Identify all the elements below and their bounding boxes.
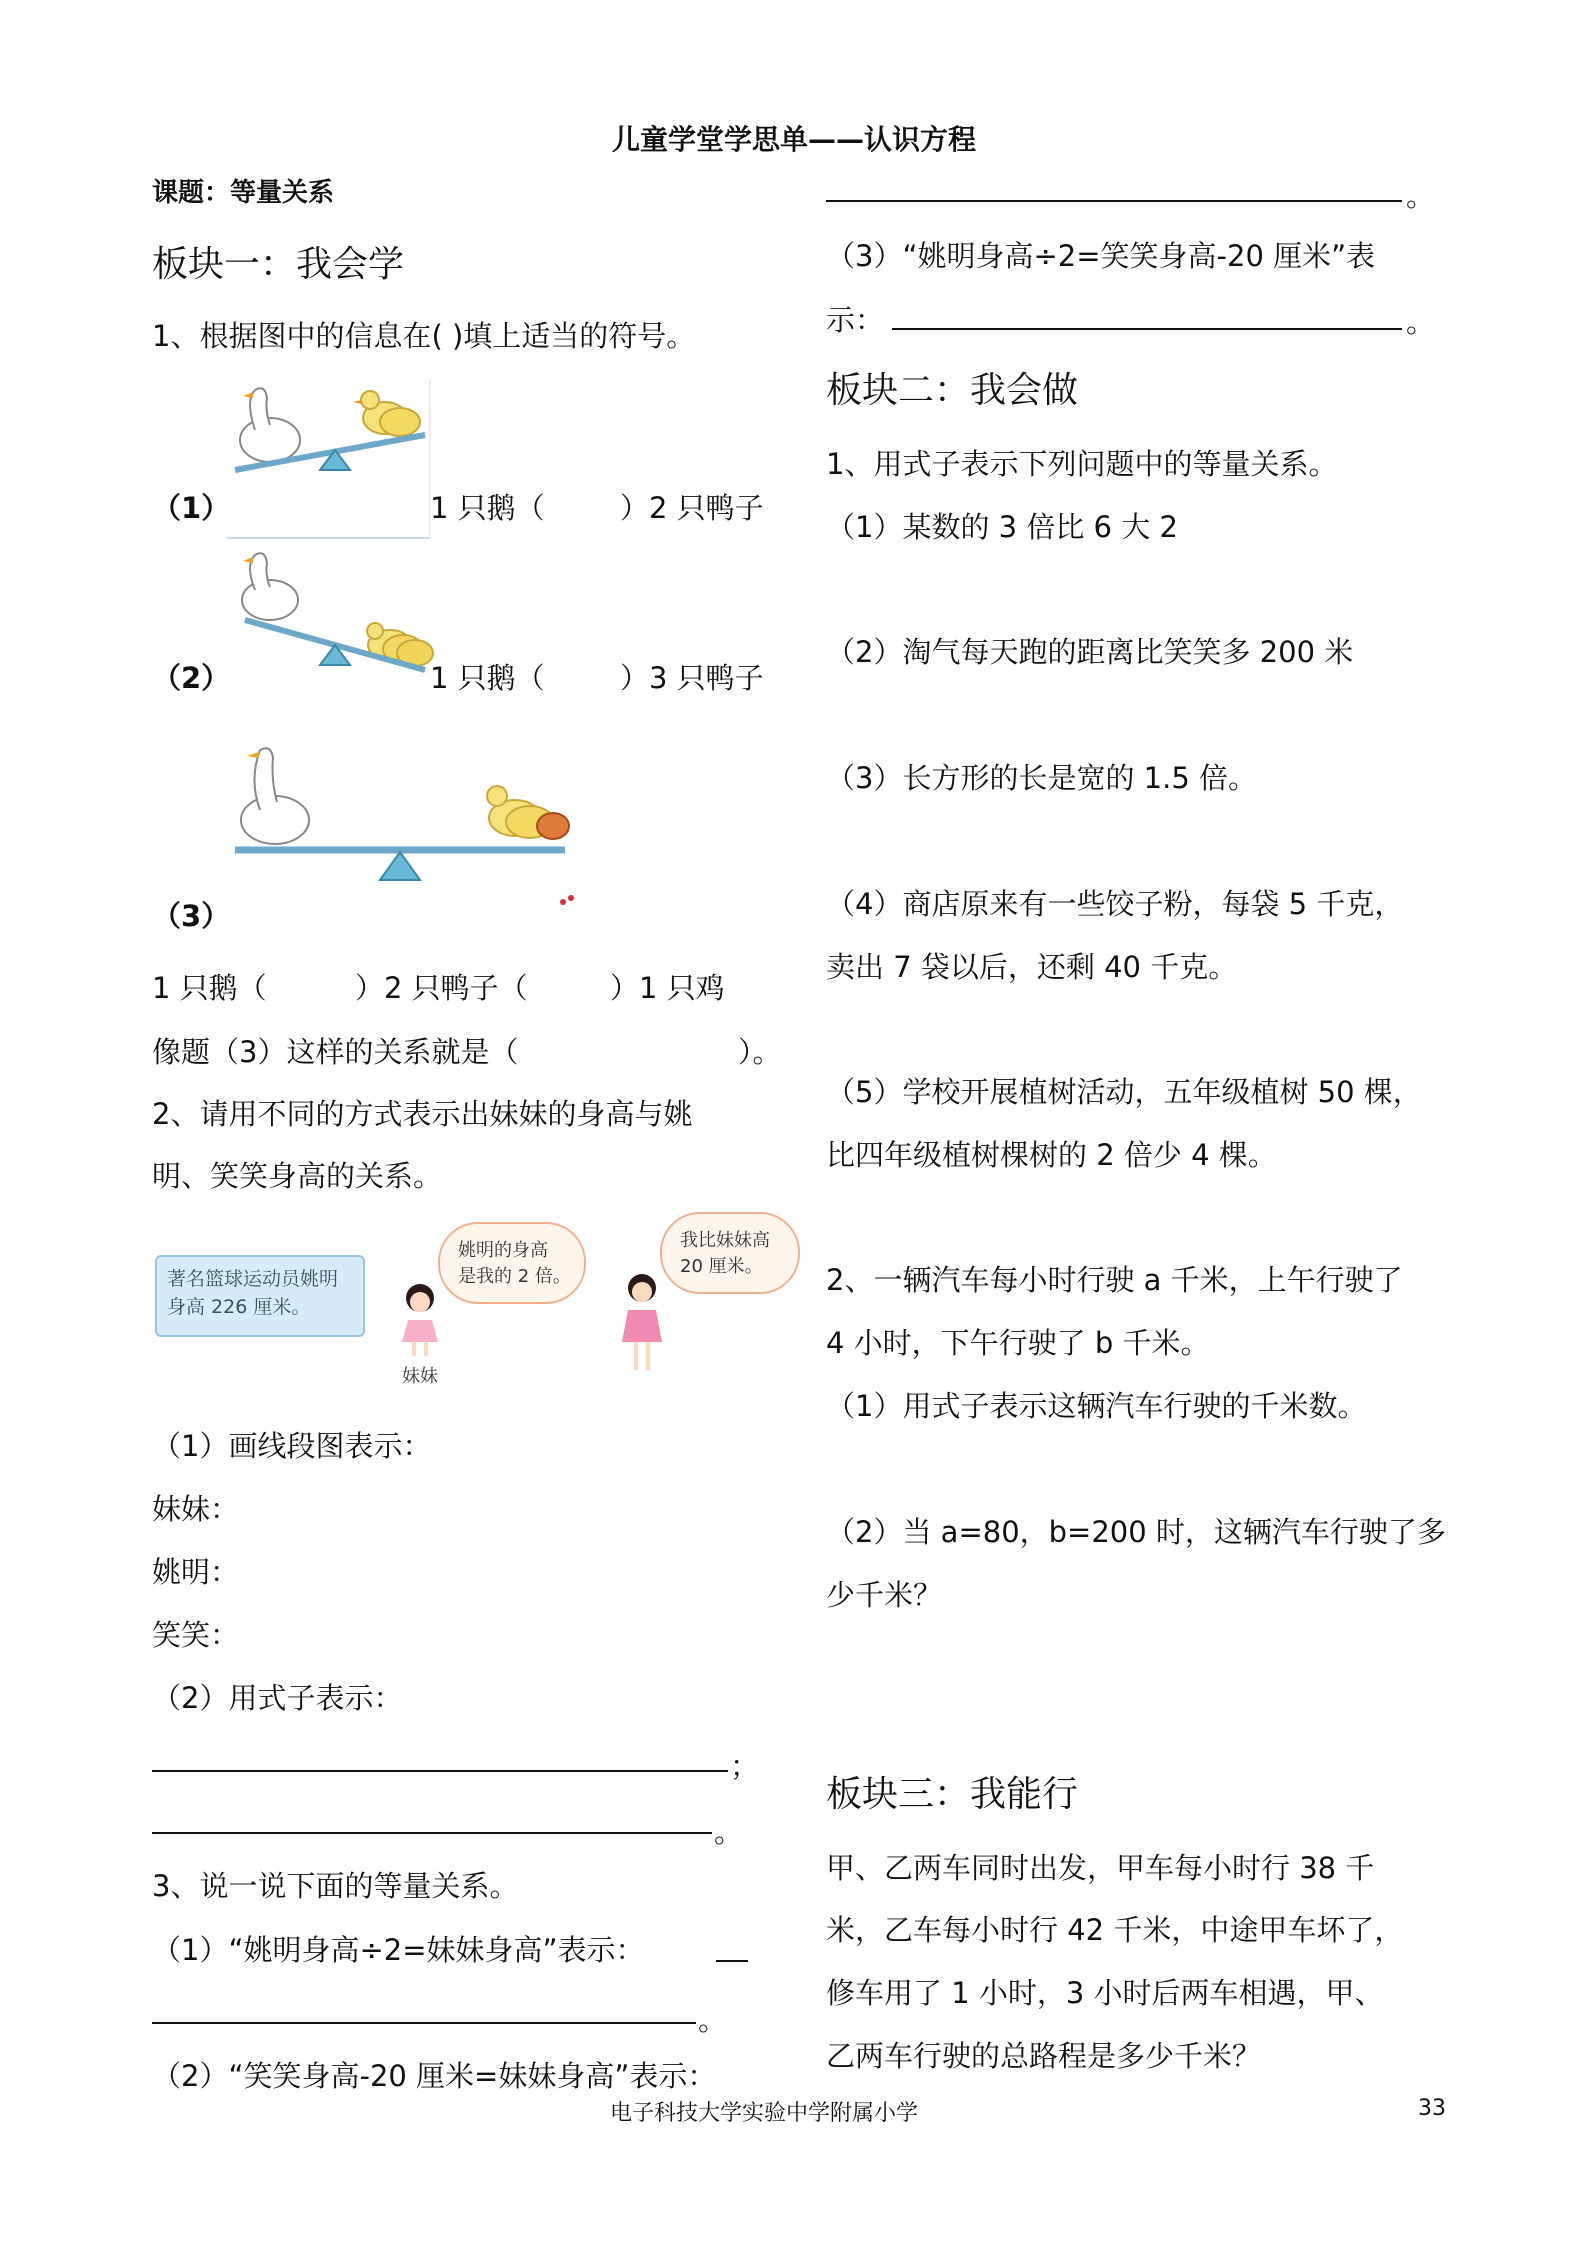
answer-line[interactable] (826, 200, 1402, 202)
q1-line3-goose: 1 只鹅（ (152, 971, 267, 1005)
q3-item1: （1）“姚明身高÷2=妹妹身高”表示： (152, 1933, 645, 1967)
s2-q1-5a: （5）学校开展植树活动，五年级植树 50 棵， (826, 1075, 1422, 1109)
q1-line3-chicken: ）1 只鸡 (610, 971, 725, 1005)
yaoming-info-box: 著名篮球运动员姚明 身高 226 厘米。 (155, 1255, 365, 1337)
q2-yaoming-label: 姚明： (152, 1555, 240, 1589)
answer-line[interactable] (892, 328, 1402, 330)
q1-item1-ducks: ）2 只鸭子 (620, 491, 764, 525)
answer-line[interactable] (152, 1770, 728, 1772)
q1-text: 1、根据图中的信息在( )填上适当的符号。 (152, 319, 696, 353)
period: 。 (714, 1815, 744, 1849)
s2-q2-2b: 少千米？ (826, 1578, 943, 1612)
r-q3-item3-line2: 示： (826, 303, 885, 337)
section-1-heading: 板块一：我会学 (152, 244, 405, 285)
answer-line[interactable] (152, 1832, 712, 1834)
seesaw-illustration-2 (225, 545, 435, 685)
footer-school: 电子科技大学实验中学附属小学 (610, 2101, 919, 2126)
goose-icon (242, 553, 298, 620)
r-q3-item3-line1: （3）“姚明身高÷2=笑笑身高-20 厘米”表 (826, 239, 1376, 273)
girl-meimei-icon (390, 1280, 450, 1360)
speech-bubble-meimei: 姚明的身高 是我的 2 倍。 (438, 1222, 586, 1304)
s2-q2a: 2、一辆汽车每小时行驶 a 千米，上午行驶了 (826, 1263, 1403, 1297)
s3-line-d: 乙两车行驶的总路程是多少千米？ (826, 2039, 1262, 2073)
answer-line[interactable] (716, 1960, 748, 1962)
s2-q2b: 4 小时，下午行驶了 b 千米。 (826, 1326, 1210, 1360)
semicolon: ； (730, 1749, 760, 1783)
goose-icon (241, 748, 309, 844)
q1-item3-num: （3） (152, 899, 231, 933)
q3-item2: （2）“笑笑身高-20 厘米=妹妹身高”表示： (152, 2059, 717, 2093)
section-3-heading: 板块三：我能行 (826, 1774, 1079, 1815)
period: 。 (1406, 305, 1436, 339)
q1-item2-num: （2） (152, 661, 231, 695)
q2-line1: 2、请用不同的方式表示出妹妹的身高与姚 (152, 1097, 693, 1131)
answer-line[interactable] (152, 2022, 696, 2024)
q1-item2-ducks: ）3 只鸭子 (620, 661, 764, 695)
goose-icon (240, 388, 300, 462)
seesaw-illustration-1 (225, 370, 435, 540)
seesaw-illustration-3 (225, 730, 585, 910)
s2-q1-2: （2）淘气每天跑的距离比笑笑多 200 米 (826, 635, 1354, 669)
s2-q1: 1、用式子表示下列问题中的等量关系。 (826, 447, 1338, 481)
q2-sub1: （1）画线段图表示： (152, 1429, 432, 1463)
girl-xiaoxiao-icon (612, 1270, 672, 1380)
section-2-heading: 板块二：我会做 (826, 370, 1079, 411)
q1-item1-num: （1） (152, 491, 231, 525)
speech-bubble-xiaoxiao: 我比妹妹高 20 厘米。 (660, 1212, 800, 1294)
chicken-icon (537, 813, 569, 839)
girl-label: 妹妹 (402, 1366, 438, 1387)
q3-text: 3、说一说下面的等量关系。 (152, 1869, 519, 1903)
period: 。 (698, 2003, 728, 2037)
duck-icon (353, 391, 420, 436)
s3-line-b: 米，乙车每小时行 42 千米，中途甲车坏了， (826, 1913, 1404, 1947)
s2-q1-1: （1）某数的 3 倍比 6 大 2 (826, 510, 1178, 544)
s3-line-a: 甲、乙两车同时出发，甲车每小时行 38 千 (826, 1851, 1375, 1885)
s2-q1-4b: 卖出 7 袋以后，还剩 40 千克。 (826, 950, 1238, 984)
q1-like-text: 像题（3）这样的关系就是（ (152, 1035, 519, 1069)
period: 。 (1406, 179, 1436, 213)
q1-item1-goose: 1 只鹅（ (430, 491, 545, 525)
topic-label: 课题： (152, 178, 231, 208)
topic-value: 等量关系 (230, 178, 335, 208)
s2-q1-4a: （4）商店原来有一些饺子粉，每袋 5 千克， (826, 887, 1404, 921)
s2-q1-5b: 比四年级植树棵树的 2 倍少 4 棵。 (826, 1138, 1277, 1172)
q1-item2-goose: 1 只鹅（ (430, 661, 545, 695)
s2-q2-2a: （2）当 a=80，b=200 时，这辆汽车行驶了多 (826, 1515, 1446, 1549)
q2-sub2: （2）用式子表示： (152, 1681, 403, 1715)
page-title: 儿童学堂学思单——认识方程 (612, 123, 977, 156)
q2-xiaoxiao-label: 笑笑： (152, 1618, 240, 1652)
topic-line (152, 172, 334, 209)
q1-line3-ducks: ）2 只鸭子（ (355, 971, 528, 1005)
s2-q2-1: （1）用式子表示这辆汽车行驶的千米数。 (826, 1389, 1367, 1423)
q2-meimei-label: 妹妹： (152, 1492, 240, 1526)
s2-q1-3: （3）长方形的长是宽的 1.5 倍。 (826, 761, 1258, 795)
s3-line-c: 修车用了 1 小时，3 小时后两车相遇，甲、 (826, 1976, 1384, 2010)
footer-page-number: 33 (1418, 2096, 1446, 2121)
q2-line2: 明、笑笑身高的关系。 (152, 1159, 443, 1193)
q1-like-close: ）。 (738, 1035, 782, 1069)
